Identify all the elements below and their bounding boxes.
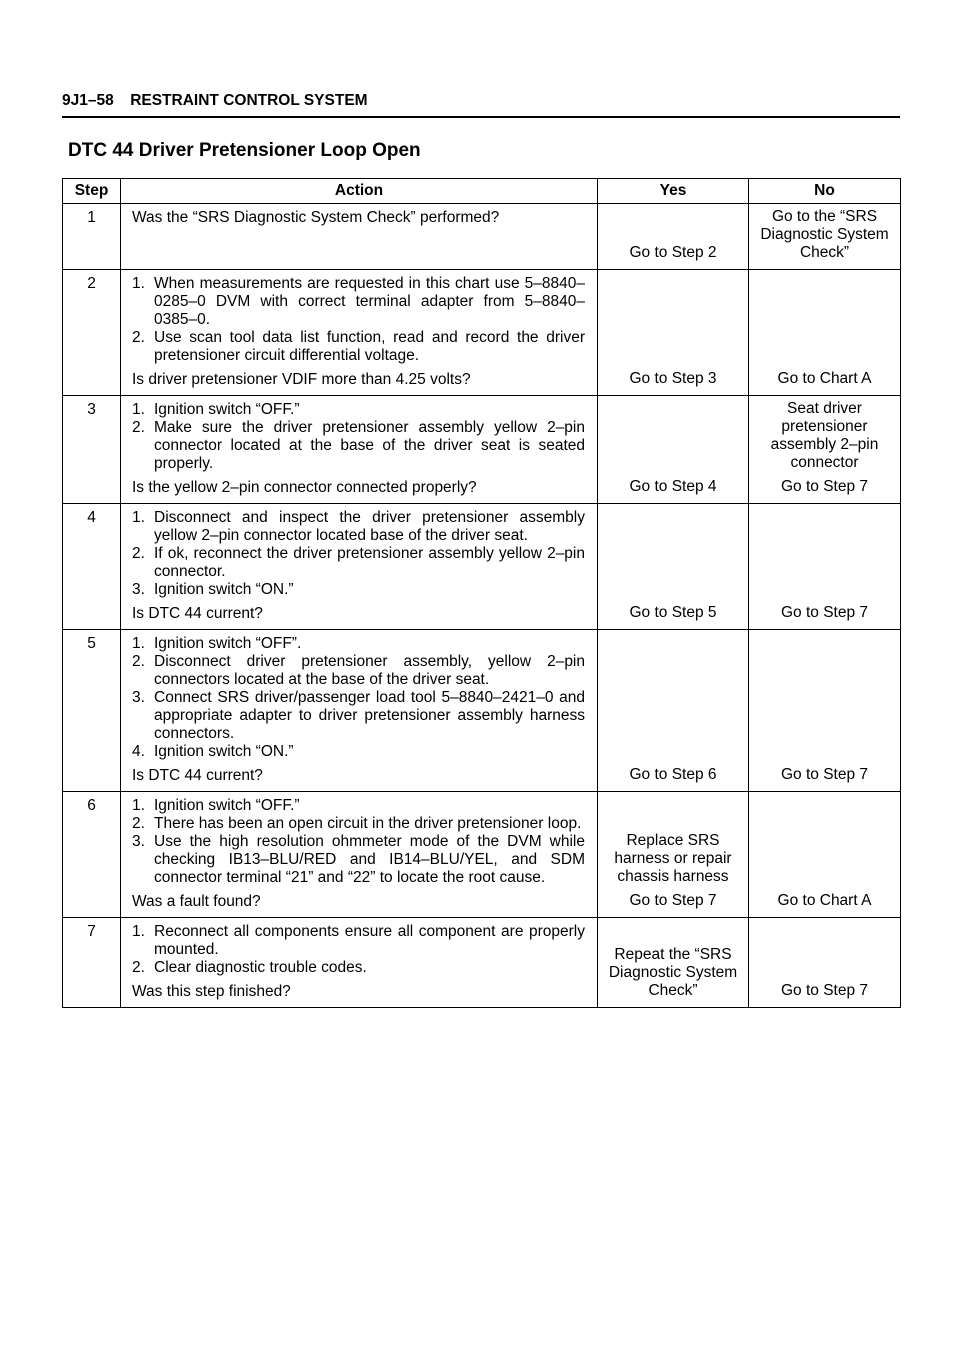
yes-result-cell xyxy=(598,504,749,630)
yes-result-text: Go to Step 4 xyxy=(629,478,717,495)
action-cell xyxy=(121,504,598,630)
action-step-item xyxy=(132,581,585,599)
action-step-text: Disconnect driver pretensioner assembly, yellow 2–pin connectors located at the base of the driver seat. xyxy=(154,653,585,688)
action-step-text: Make sure the driver pretensioner assembly yellow 2–pin connector located at the base of the driver seat is seated properly. xyxy=(154,419,585,472)
action-step-item xyxy=(132,419,585,473)
action-step-number: 2. xyxy=(132,419,145,436)
yes-result-cell xyxy=(598,918,749,1008)
yes-result-text: Go to Step 6 xyxy=(629,766,717,783)
table-body xyxy=(63,204,901,1008)
action-step-text: If ok, reconnect the driver pretensioner assembly yellow 2–pin connector. xyxy=(154,545,585,580)
action-step-item xyxy=(132,959,585,977)
yes-result-text: Go to Step 3 xyxy=(629,370,717,387)
no-result-cell xyxy=(749,270,901,396)
action-step-number: 2. xyxy=(132,959,145,976)
step-number: 2 xyxy=(63,270,121,396)
yes-result-cell xyxy=(598,270,749,396)
action-step-text: Ignition switch “OFF.” xyxy=(154,797,300,814)
action-question: Is driver pretensioner VDIF more than 4.25 volts? xyxy=(132,371,471,388)
action-cell xyxy=(121,270,598,396)
action-question: Is DTC 44 current? xyxy=(132,605,263,622)
page-header xyxy=(62,92,900,118)
step-number: 1 xyxy=(63,204,121,270)
action-step-number: 3. xyxy=(132,689,145,706)
action-step-number: 1. xyxy=(132,635,145,652)
action-step-text: Clear diagnostic trouble codes. xyxy=(154,959,367,976)
step-number: 6 xyxy=(63,792,121,918)
action-step-text: Ignition switch “OFF.” xyxy=(154,401,300,418)
action-question: Is the yellow 2–pin connector connected properly? xyxy=(132,479,477,496)
action-step-item xyxy=(132,923,585,959)
no-result-cell xyxy=(749,792,901,918)
action-step-number: 1. xyxy=(132,923,145,940)
step-number: 4 xyxy=(63,504,121,630)
action-step-number: 2. xyxy=(132,329,145,346)
yes-result-cell xyxy=(598,630,749,792)
action-question: Was a fault found? xyxy=(132,893,261,910)
table-row xyxy=(63,204,901,270)
no-result-cell xyxy=(749,504,901,630)
action-cell xyxy=(121,792,598,918)
no-result-cell xyxy=(749,918,901,1008)
action-step-item xyxy=(132,689,585,743)
no-result-text: Go to Step 7 xyxy=(780,766,869,783)
action-steps-list xyxy=(132,401,585,473)
no-result-text: Go to Step 7 xyxy=(780,982,869,999)
action-step-text: Ignition switch “ON.” xyxy=(154,743,294,760)
table-row xyxy=(63,270,901,396)
action-step-text: Connect SRS driver/passenger load tool 5–8840–2421–0 and appropriate adapter to driver pretensioner assembly harness connectors. xyxy=(154,689,585,742)
action-steps-list xyxy=(132,509,585,599)
yes-result-cell xyxy=(598,792,749,918)
no-result-text: Go to Step 7 xyxy=(780,478,869,495)
step-number: 3 xyxy=(63,396,121,504)
yes-result-cell xyxy=(598,396,749,504)
no-result-cell xyxy=(749,630,901,792)
action-step-item xyxy=(132,545,585,581)
action-step-text: When measurements are requested in this chart use 5–8840–0285–0 DVM with correct terminal adapter from 5–8840–0385–0. xyxy=(154,275,585,328)
column-header-action: Action xyxy=(121,179,598,204)
action-step-text: Use the high resolution ohmmeter mode of the DVM while checking IB13–BLU/RED and IB14–BLU/YEL, and SDM connector terminal “21” and “22” to locate the root cause. xyxy=(154,833,585,886)
table-row xyxy=(63,630,901,792)
action-steps-list xyxy=(132,797,585,887)
action-step-item xyxy=(132,275,585,329)
action-step-number: 1. xyxy=(132,275,145,292)
action-step-item xyxy=(132,833,585,887)
action-step-number: 3. xyxy=(132,833,145,850)
action-cell xyxy=(121,918,598,1008)
page-number: 9J1–58 xyxy=(62,92,114,109)
table-row xyxy=(63,396,901,504)
table-row xyxy=(63,504,901,630)
action-question: Was the “SRS Diagnostic System Check” performed? xyxy=(132,209,500,226)
action-step-text: Reconnect all components ensure all component are properly mounted. xyxy=(154,923,585,958)
no-result-cell xyxy=(749,204,901,270)
yes-result-text: Repeat the “SRS Diagnostic System Check” xyxy=(608,946,738,999)
action-step-number: 1. xyxy=(132,401,145,418)
column-header-no: No xyxy=(749,179,901,204)
column-header-step: Step xyxy=(63,179,121,204)
no-result-note: Seat driver pretensioner assembly 2–pin connector xyxy=(770,400,879,471)
table-header-row xyxy=(63,179,901,204)
yes-result-text: Go to Step 7 xyxy=(629,892,717,909)
action-step-text: Use scan tool data list function, read and record the driver pretensioner circuit differential voltage. xyxy=(154,329,585,364)
action-cell xyxy=(121,630,598,792)
action-step-item xyxy=(132,401,585,419)
yes-result-note: Replace SRS harness or repair chassis harness xyxy=(614,832,732,885)
action-step-item xyxy=(132,815,585,833)
action-step-item xyxy=(132,743,585,761)
yes-result-text: Go to Step 5 xyxy=(629,604,717,621)
no-result-text: Go to Step 7 xyxy=(780,604,869,621)
action-cell xyxy=(121,396,598,504)
diagnostic-table xyxy=(62,178,901,1008)
action-question: Was this step finished? xyxy=(132,983,291,1000)
action-step-item xyxy=(132,635,585,653)
action-step-number: 3. xyxy=(132,581,145,598)
action-step-number: 1. xyxy=(132,509,145,526)
no-result-text: Go to the “SRS Diagnostic System Check” xyxy=(760,208,889,261)
action-step-text: Disconnect and inspect the driver pretensioner assembly yellow 2–pin connector located base of the driver seat. xyxy=(154,509,585,544)
document-title: DTC 44 Driver Pretensioner Loop Open xyxy=(68,140,421,161)
step-number: 5 xyxy=(63,630,121,792)
action-step-number: 2. xyxy=(132,545,145,562)
action-steps-list xyxy=(132,923,585,977)
column-header-yes: Yes xyxy=(598,179,749,204)
section-title: RESTRAINT CONTROL SYSTEM xyxy=(130,92,368,109)
table-row xyxy=(63,918,901,1008)
action-step-item xyxy=(132,797,585,815)
action-step-text: There has been an open circuit in the driver pretensioner loop. xyxy=(154,815,582,832)
yes-result-cell xyxy=(598,204,749,270)
action-steps-list xyxy=(132,275,585,365)
no-result-text: Go to Chart A xyxy=(777,892,872,909)
step-number: 7 xyxy=(63,918,121,1008)
action-step-item xyxy=(132,653,585,689)
no-result-cell xyxy=(749,396,901,504)
action-question: Is DTC 44 current? xyxy=(132,767,263,784)
action-steps-list xyxy=(132,635,585,761)
action-step-number: 4. xyxy=(132,743,145,760)
action-cell xyxy=(121,204,598,270)
action-step-number: 2. xyxy=(132,815,145,832)
action-step-item xyxy=(132,509,585,545)
table-row xyxy=(63,792,901,918)
action-step-number: 1. xyxy=(132,797,145,814)
action-step-number: 2. xyxy=(132,653,145,670)
action-step-text: Ignition switch “ON.” xyxy=(154,581,294,598)
action-step-item xyxy=(132,329,585,365)
yes-result-text: Go to Step 2 xyxy=(629,244,717,261)
action-step-text: Ignition switch “OFF”. xyxy=(154,635,302,652)
no-result-text: Go to Chart A xyxy=(777,370,872,387)
